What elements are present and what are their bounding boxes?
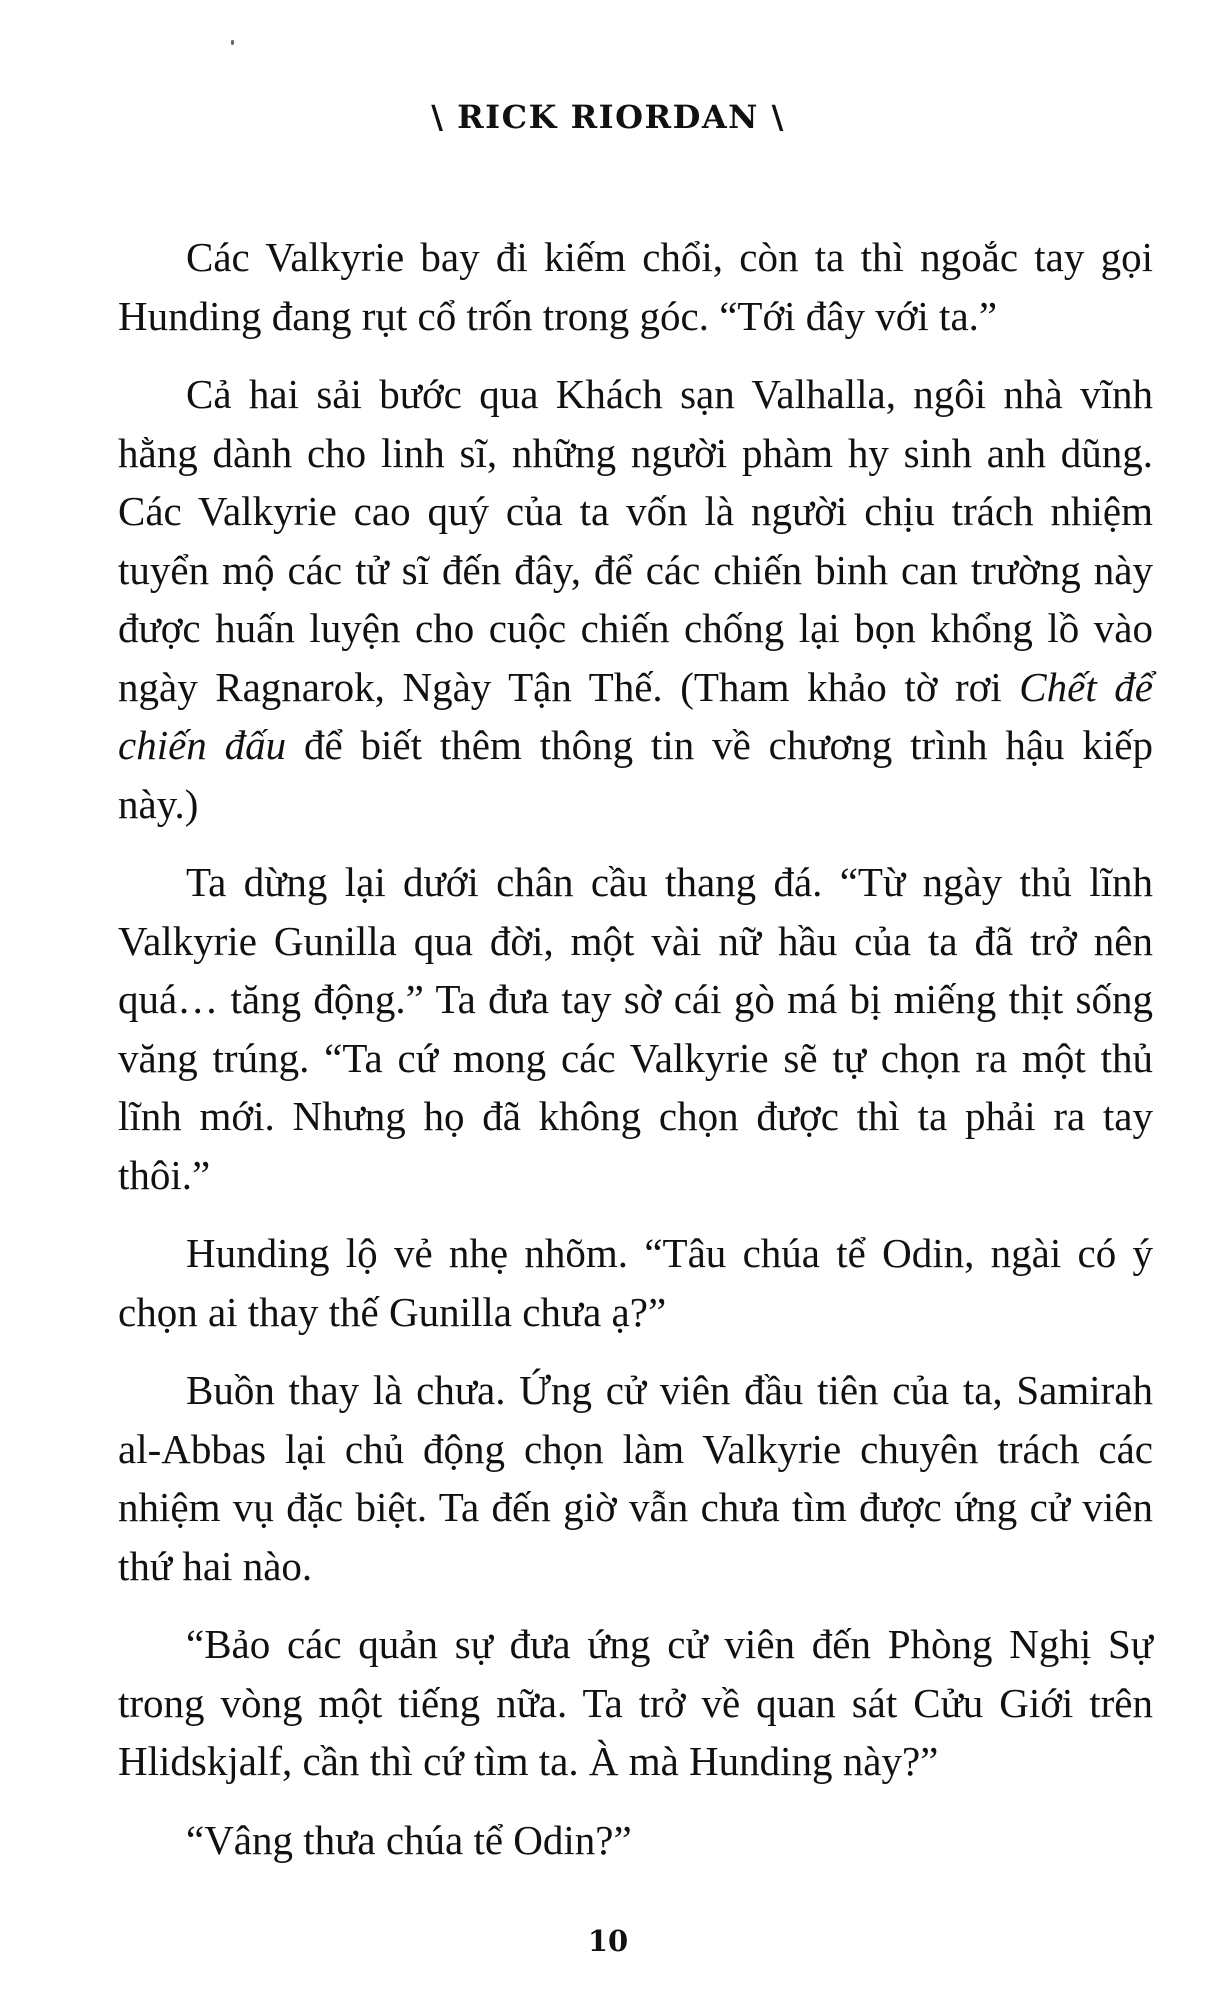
- running-header: \ RICK RIORDAN \: [431, 98, 785, 136]
- paragraph-7: “Vâng thưa chúa tể Odin?”: [186, 1816, 632, 1863]
- scan-speck: [231, 40, 234, 45]
- pamphlet-title: Chết để chiến đấu: [118, 663, 1153, 768]
- paragraph-2: [118, 365, 1153, 833]
- paragraph-4: Hunding lộ vẻ nhẹ nhõm. “Tâu chúa tể Odin, ngài có ý chọn ai thay thế Gunilla chưa ạ?”: [118, 1230, 1153, 1335]
- paragraph-2-text-after: để biết thêm thông tin về chương trình hậu kiếp này.): [118, 722, 1153, 827]
- paragraph-3: Ta dừng lại dưới chân cầu thang đá. “Từ ngày thủ lĩnh Valkyrie Gunilla qua đời, một vài nữ hầu của ta đã trở nên quá… tăng động.” Ta đưa tay sờ cái gò má bị miếng thịt sống văng trúng. “Ta cứ mong các Valkyrie sẽ tự chọn ra một thủ lĩnh mới. Nhưng họ đã không chọn được thì ta phải ra tay thôi.”: [118, 859, 1153, 1198]
- body-text: [118, 228, 1153, 1869]
- paragraph-1: Các Valkyrie bay đi kiếm chổi, còn ta thì ngoắc tay gọi Hunding đang rụt cổ trốn trong góc. “Tới đây với ta.”: [118, 234, 1153, 339]
- paragraph-5: Buồn thay là chưa. Ứng cử viên đầu tiên của ta, Samirah al-Abbas lại chủ động chọn làm Valkyrie chuyên trách các nhiệm vụ đặc biệt. Ta đến giờ vẫn chưa tìm được ứng cử viên thứ hai nào.: [118, 1367, 1153, 1589]
- paragraph-2-text-before: Cả hai sải bước qua Khách sạn Valhalla, ngôi nhà vĩnh hằng dành cho linh sĩ, những người phàm hy sinh anh dũng. Các Valkyrie cao quý của ta vốn là người chịu trách nhiệm tuyển mộ các tử sĩ đến đây, để các chiến binh can trường này được huấn luyện cho cuộc chiến chống lại bọn khổng lồ vào ngày Ragnarok, Ngày Tận Thế. (Tham khảo tờ rơi: [118, 371, 1153, 710]
- page-number: 10: [587, 1924, 629, 1958]
- paragraph-6: “Bảo các quản sự đưa ứng cử viên đến Phòng Nghị Sự trong vòng một tiếng nữa. Ta trở về quan sát Cửu Giới trên Hlidskjalf, cần thì cứ tìm ta. À mà Hunding này?”: [118, 1621, 1153, 1784]
